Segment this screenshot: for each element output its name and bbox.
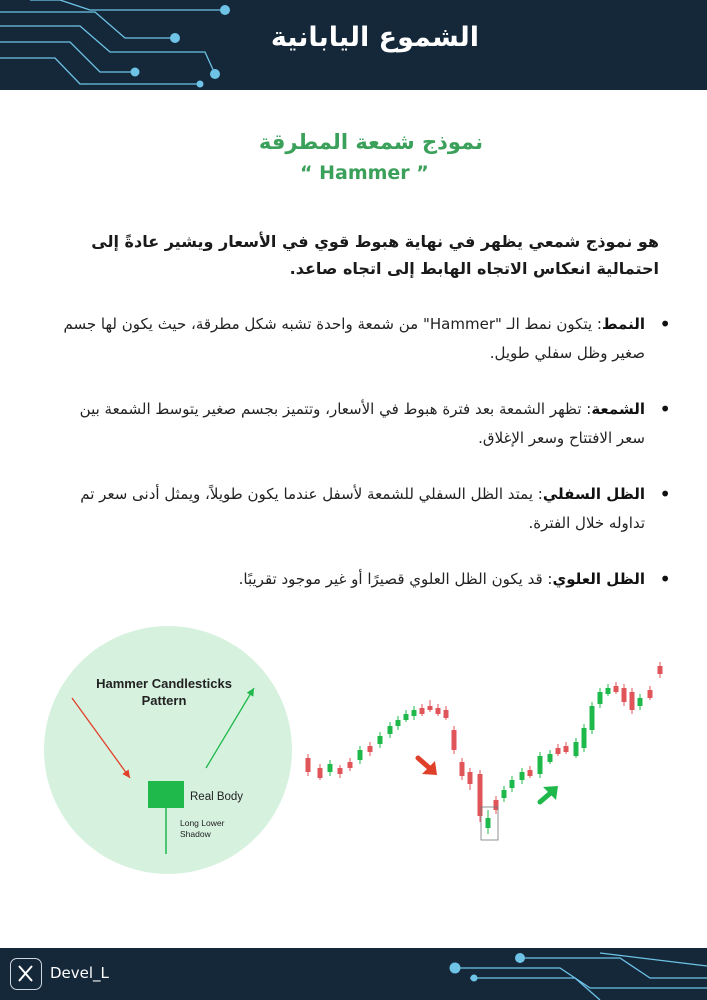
bullet-list xyxy=(55,310,645,621)
bullet-text: : يمتد الظل السفلي للشمعة لأسفل عندما يكون طويلاً، ويمثل أدنى سعر تم تداوله خلال الفترة. xyxy=(80,485,645,532)
candle-body xyxy=(574,742,579,756)
candle-body xyxy=(590,706,595,730)
bullet-text: : قد يكون الظل العلوي قصيرًا أو غير موجود تقريبًا. xyxy=(238,570,553,588)
candle-body xyxy=(638,698,643,706)
bullet-item-candle xyxy=(55,395,645,453)
hammer-diagram xyxy=(44,626,292,874)
bullet-text: : يتكون نمط الـ "Hammer" من شمعة واحدة تشبه شكل مطرقة، حيث يكون لها جسم صغير وظل سفلي طويل. xyxy=(63,315,645,362)
candle-body xyxy=(510,780,515,788)
candle-body xyxy=(368,746,373,752)
candle-body xyxy=(582,728,587,748)
candle-body xyxy=(444,710,449,718)
candle-body xyxy=(338,768,343,774)
candle-body xyxy=(538,756,543,774)
candle-body xyxy=(622,688,627,702)
real-body-label: Real Body xyxy=(190,791,244,803)
candle-body xyxy=(468,772,473,784)
candle-body xyxy=(648,690,653,698)
shadow-label-line2: Shadow xyxy=(180,829,211,839)
candle-body xyxy=(412,710,417,716)
candle-body xyxy=(486,818,491,828)
section-title: نموذج شمعة المطرقة xyxy=(258,130,483,154)
candlestick-market-chart xyxy=(300,650,670,850)
candle-body xyxy=(630,692,635,710)
candle-body xyxy=(378,736,383,744)
candle-body xyxy=(460,762,465,776)
candle-body xyxy=(614,686,619,692)
candle-body xyxy=(436,708,441,714)
candle-body xyxy=(396,720,401,726)
intro-paragraph: هو نموذج شمعي يظهر في نهاية هبوط قوي في الأسعار ويشير عادةً إلى احتمالية انعكاس الاتجاه الهابط إلى اتجاه صاعد. xyxy=(91,232,659,278)
candle-body xyxy=(318,768,323,778)
bullet-term: الظل السفلي xyxy=(542,485,645,503)
candle-body xyxy=(658,666,663,674)
footer-handle: Devel_L xyxy=(50,964,109,982)
bullet-term: النمط xyxy=(601,315,645,333)
candle-body xyxy=(452,730,457,750)
candle-body xyxy=(564,746,569,752)
candle-body xyxy=(556,748,561,754)
candle-body xyxy=(520,772,525,780)
shadow-label-line1: Long Lower xyxy=(180,818,225,828)
diagram-title-line1: Hammer Candlesticks xyxy=(96,676,232,691)
diagram-title-line2: Pattern xyxy=(141,693,187,708)
candle-body xyxy=(428,706,433,710)
bullet-item-upper-shadow xyxy=(55,565,645,594)
bullet-text: : تظهر الشمعة بعد فترة هبوط في الأسعار، وتتميز بجسم صغير يتوسط الشمعة بين سعر الافتتاح وسعر الإغلاق. xyxy=(79,400,645,447)
hammer-real-body xyxy=(148,781,184,808)
candle-body xyxy=(478,774,483,816)
candle-body xyxy=(420,708,425,714)
candle-body xyxy=(306,758,311,772)
diagram-circle-background xyxy=(44,626,292,874)
bullet-term: الظل العلوي xyxy=(552,570,645,588)
candle-body xyxy=(328,764,333,772)
page-header xyxy=(0,0,707,90)
up-arrow-icon xyxy=(540,786,558,802)
candle-body xyxy=(388,726,393,734)
section-title-english: “ Hammer ” xyxy=(300,162,429,184)
bullet-item-lower-shadow xyxy=(55,480,645,538)
page-footer xyxy=(0,948,707,1000)
candle-body xyxy=(548,754,553,762)
candle-body xyxy=(598,692,603,704)
candle-body xyxy=(404,714,409,720)
candle-body xyxy=(606,688,611,694)
candles-group xyxy=(306,662,663,834)
candle-body xyxy=(348,762,353,768)
down-arrow-icon xyxy=(418,758,437,775)
candle-body xyxy=(502,790,507,798)
bullet-item-pattern xyxy=(55,310,645,368)
bullet-term: الشمعة xyxy=(591,400,645,418)
x-logo-icon[interactable] xyxy=(10,958,42,990)
candle-body xyxy=(528,770,533,776)
page-title: الشموع اليابانية xyxy=(270,22,479,53)
candle-body xyxy=(358,750,363,760)
